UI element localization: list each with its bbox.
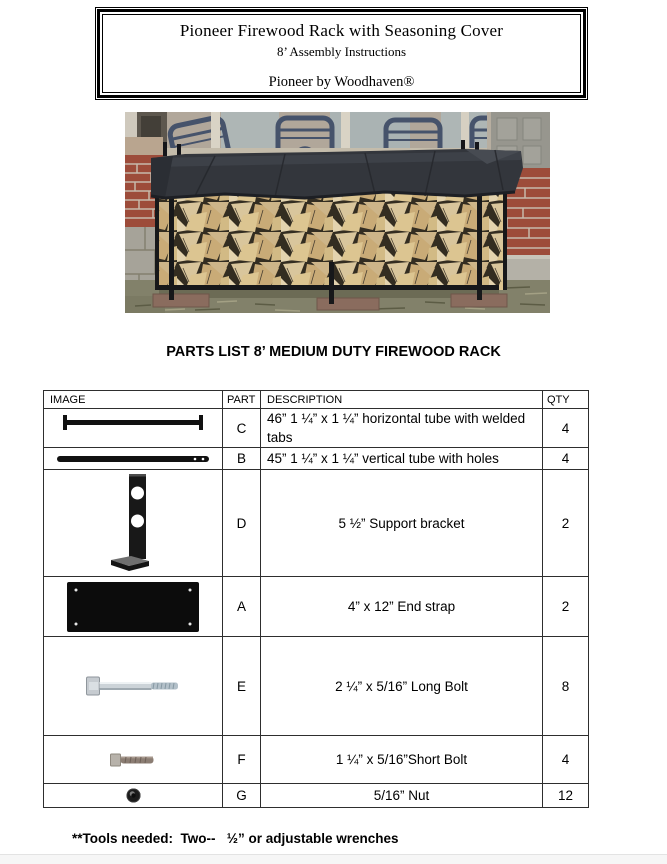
column-header-image: IMAGE [44,391,223,409]
part-qty: 2 [543,577,589,637]
part-qty: 4 [543,736,589,784]
column-header-part: PART [223,391,261,409]
part-description: 2 ¼” x 5/16” Long Bolt [261,637,543,736]
page-bottom-edge [0,854,667,864]
part-description: 5 ½” Support bracket [261,470,543,577]
part-c-horizontal-tube-image [62,414,204,432]
column-header-description: DESCRIPTION [261,391,543,409]
part-qty: 4 [543,409,589,448]
part-qty: 12 [543,784,589,808]
section-heading: PARTS LIST 8’ MEDIUM DUTY FIREWOOD RACK [166,344,501,360]
part-letter: C [223,409,261,448]
part-image-cell [44,736,223,784]
title-box-content [102,14,581,93]
part-e-long-bolt-image [86,674,180,698]
column-header-qty: QTY [543,391,589,409]
table-row-part-d [44,470,589,577]
table-row-part-f [44,736,589,784]
title-box-border [97,9,586,98]
part-letter: G [223,784,261,808]
part-image-cell [44,409,223,448]
parts-table [43,390,589,808]
table-row-part-g [44,784,589,808]
part-description: 45” 1 ¼” x 1 ¼” vertical tube with holes [261,448,543,470]
part-description: 5/16” Nut [261,784,543,808]
part-description: 1 ¼” x 5/16”Short Bolt [261,736,543,784]
table-row-part-e [44,637,589,736]
product-photo [125,112,550,313]
table-header-row [44,391,589,409]
document-subtitle: 8’ Assembly Instructions [276,44,407,59]
part-qty: 8 [543,637,589,736]
part-letter: A [223,577,261,637]
tools-note: **Tools needed: Two-- ½” or adjustable wrenches [72,831,399,846]
part-qty: 2 [543,470,589,577]
table-row-part-b [44,448,589,470]
table-row-part-c [44,409,589,448]
brand-line: Pioneer by Woodhaven® [268,74,415,90]
part-image-cell [44,784,223,808]
part-b-vertical-tube-image [57,455,209,463]
part-description: 4” x 12” End strap [261,577,543,637]
part-letter: E [223,637,261,736]
seasoning-cover [151,149,523,198]
part-a-end-strap-image [67,582,199,632]
table-row-part-a [44,577,589,637]
document-title: Pioneer Firewood Rack with Seasoning Cover [179,21,504,40]
title-box [95,7,588,100]
part-image-cell [44,470,223,577]
part-letter: B [223,448,261,470]
part-image-cell [44,448,223,470]
part-image-cell [44,577,223,637]
part-letter: F [223,736,261,784]
part-qty: 4 [543,448,589,470]
part-f-short-bolt-image [110,752,156,768]
part-letter: D [223,470,261,577]
part-d-support-bracket-image [109,474,157,572]
part-g-nut-image [126,788,141,803]
part-description: 46” 1 ¼” x 1 ¼” horizontal tube with welded tabs [261,409,543,448]
part-image-cell [44,637,223,736]
